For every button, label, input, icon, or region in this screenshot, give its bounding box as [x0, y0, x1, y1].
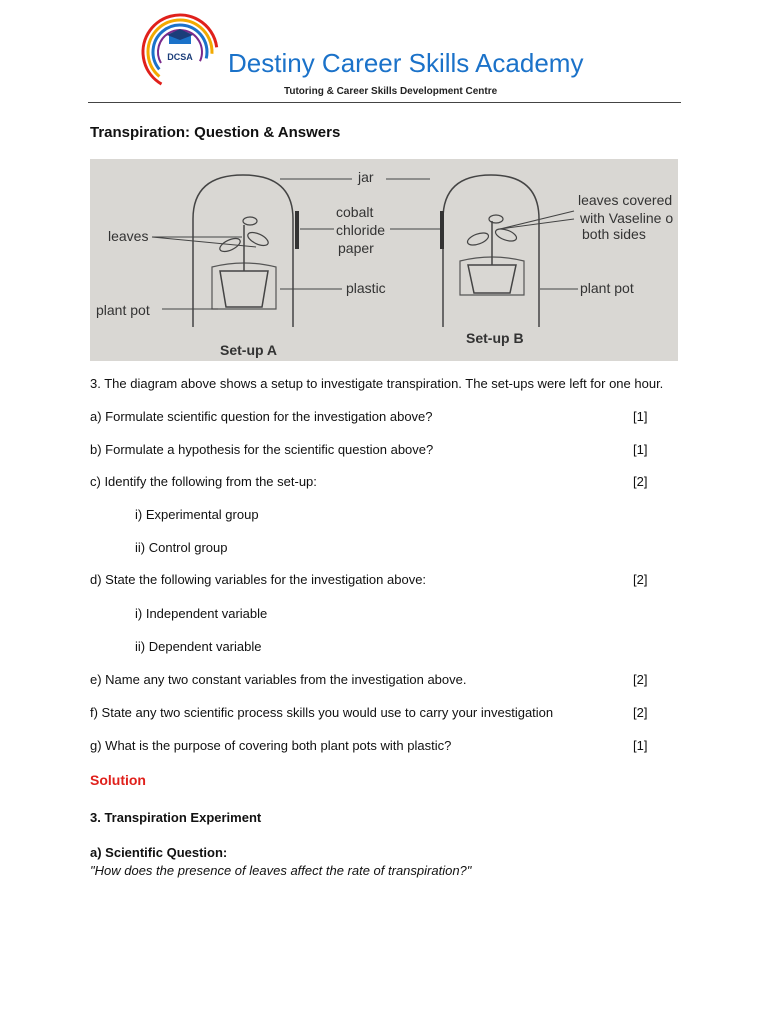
question-intro: 3. The diagram above shows a setup to investigate transpiration. The set-ups were left for one hour. — [90, 376, 664, 391]
question-g-mark: [1] — [633, 738, 648, 753]
label-leaves-covered: leaves covered — [578, 192, 673, 208]
label-paper: paper — [338, 240, 374, 256]
question-e: e) Name any two constant variables from the investigation above. — [90, 672, 467, 687]
solution-label: Solution — [90, 772, 146, 788]
solution-a-heading: a) Scientific Question: — [90, 845, 228, 860]
question-d-mark: [2] — [633, 572, 648, 587]
logo-text: DCSA — [167, 52, 193, 62]
label-plastic: plastic — [346, 280, 386, 296]
question-a: a) Formulate scientific question for the investigation above? — [90, 409, 433, 424]
tagline: Tutoring & Career Skills Development Centre — [284, 86, 498, 97]
label-with-vaseline: with Vaseline o — [580, 210, 674, 226]
header-divider — [88, 102, 681, 103]
label-jar: jar — [358, 169, 374, 185]
academy-name: Destiny Career Skills Academy — [228, 48, 584, 78]
question-c: c) Identify the following from the set-up: — [90, 474, 317, 489]
question-g: g) What is the purpose of covering both plant pots with plastic? — [90, 738, 452, 753]
label-both-sides: both sides — [582, 226, 646, 242]
question-d: d) State the following variables for the investigation above: — [90, 572, 427, 587]
question-d-ii: ii) Dependent variable — [135, 639, 262, 654]
question-c-i: i) Experimental group — [135, 507, 259, 522]
question-c-mark: [2] — [633, 474, 648, 489]
academy-logo — [140, 12, 220, 92]
question-c-ii: ii) Control group — [135, 540, 228, 555]
label-plant-pot-right: plant pot — [580, 280, 634, 296]
label-plant-pot-left: plant pot — [96, 302, 150, 318]
question-a-mark: [1] — [633, 409, 648, 424]
question-f-mark: [2] — [633, 705, 648, 720]
label-cobalt: cobalt — [336, 204, 374, 220]
question-b-mark: [1] — [633, 442, 648, 457]
label-setup-b: Set-up B — [466, 330, 524, 346]
question-b: b) Formulate a hypothesis for the scientific question above? — [90, 442, 434, 457]
solution-heading: 3. Transpiration Experiment — [90, 810, 262, 825]
label-chloride: chloride — [336, 222, 386, 238]
label-leaves: leaves — [108, 228, 149, 244]
solution-a-answer: "How does the presence of leaves affect the rate of transpiration?" — [90, 863, 472, 878]
label-setup-a: Set-up A — [220, 342, 278, 358]
transpiration-diagram — [90, 159, 678, 361]
question-f: f) State any two scientific process skills you would use to carry your investigation — [90, 705, 554, 720]
question-e-mark: [2] — [633, 672, 648, 687]
question-d-i: i) Independent variable — [135, 606, 268, 621]
page-title: Transpiration: Question & Answers — [90, 124, 341, 141]
